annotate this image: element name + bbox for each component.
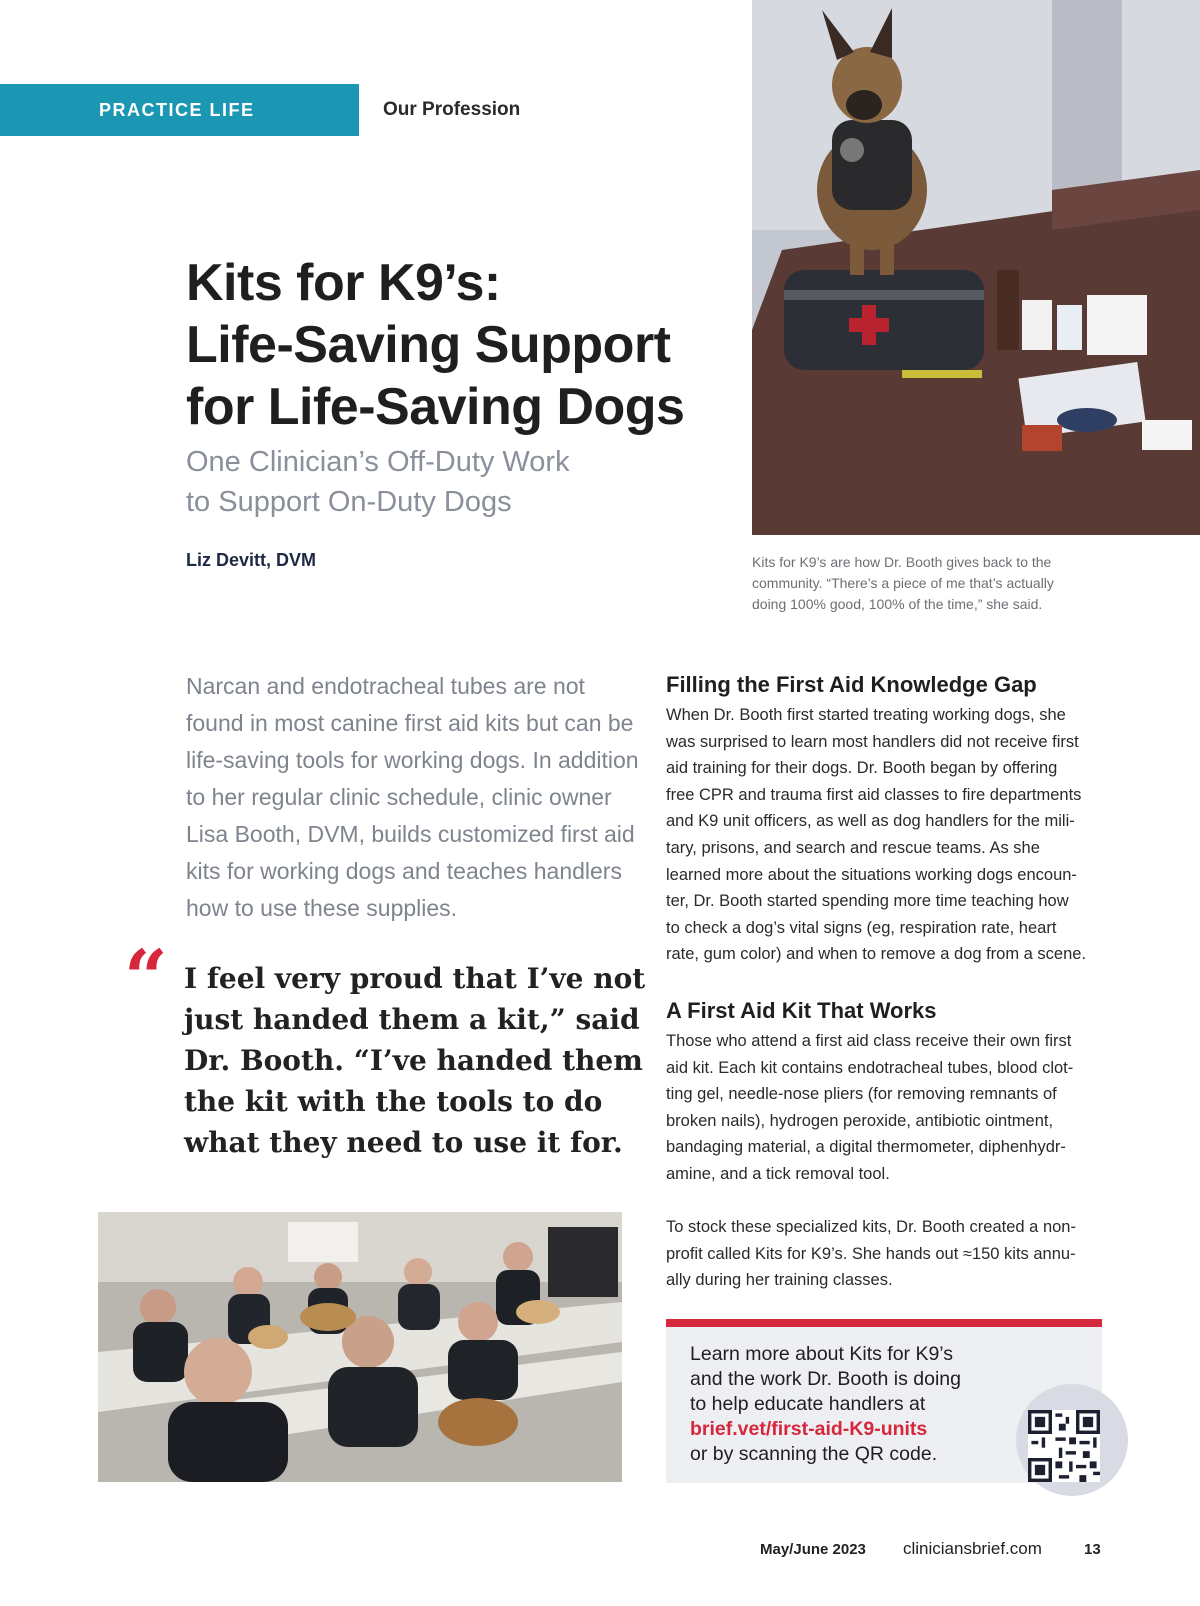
callout-line: and the work Dr. Booth is doing	[690, 1368, 961, 1390]
body-line: and K9 unit officers, as well as dog handlers for the mili-	[666, 812, 1075, 831]
body-line: broken nails), hydrogen peroxide, antibiotic ointment,	[666, 1111, 1054, 1130]
article-subtitle	[186, 442, 666, 522]
section-body-first-aid-kit	[666, 1028, 1108, 1188]
pull-quote-line: I feel very proud that I’ve not	[184, 962, 646, 995]
subsection-label: Our Profession	[383, 99, 521, 120]
quote-mark-icon: “	[124, 933, 168, 1022]
body-line: learned more about the situations working dogs encoun-	[666, 865, 1077, 884]
body-line: aid kit. Each kit contains endotracheal tubes, blood clot-	[666, 1058, 1074, 1077]
site-link[interactable]: cliniciansbrief.com	[903, 1539, 1042, 1558]
body-line: rate, gum color) and when to remove a dog from a scene.	[666, 945, 1087, 964]
caption-line: Kits for K9’s are how Dr. Booth gives back to the	[752, 554, 1052, 570]
body-line: Those who attend a first aid class receive their own first	[666, 1032, 1072, 1050]
title-line: Kits for K9’s:	[186, 254, 501, 312]
body-line: ally during her training classes.	[666, 1271, 893, 1290]
body-line: aid training for their dogs. Dr. Booth began by offering	[666, 759, 1058, 778]
lead-line: found in most canine first aid kits but can be	[186, 710, 634, 736]
body-line: bandaging material, a digital thermometer, diphenhydr-	[666, 1138, 1066, 1157]
body-line: was surprised to learn most handlers did not receive first	[666, 732, 1079, 751]
section-tab: PRACTICE LIFE	[0, 84, 359, 136]
lead-paragraph	[186, 668, 639, 927]
lead-line: life-saving tools for working dogs. In addition	[186, 747, 639, 773]
title-line: Life-Saving Support	[186, 316, 671, 374]
pull-quote-line: Dr. Booth. “I’ve handed them	[184, 1044, 643, 1077]
lead-line: Lisa Booth, DVM, builds customized first aid	[186, 821, 635, 847]
lead-line: how to use these supplies.	[186, 895, 458, 921]
body-line: tary, prisons, and search and rescue teams. As she	[666, 838, 1040, 857]
body-line: free CPR and trauma first aid classes to fire departments	[666, 785, 1082, 804]
page-number: 13	[1084, 1541, 1101, 1558]
body-line: To stock these specialized kits, Dr. Booth created a non-	[666, 1218, 1076, 1236]
section-body-nonprofit	[666, 1214, 1108, 1294]
body-line: profit called Kits for K9’s. She hands out ≈150 kits annu-	[666, 1244, 1076, 1263]
dog-kit-illustration	[752, 0, 1200, 535]
pull-quote	[184, 958, 646, 1163]
caption-line: doing 100% good, 100% of the time,” she said.	[752, 596, 1043, 612]
body-line: ting gel, needle-nose pliers (for removing remnants of	[666, 1085, 1057, 1104]
lead-line: Narcan and endotracheal tubes are not	[186, 673, 585, 699]
subtitle-line: One Clinician’s Off-Duty Work	[186, 446, 570, 478]
lead-line: to her regular clinic schedule, clinic owner	[186, 784, 612, 810]
dog-kit-photo	[752, 0, 1200, 535]
section-heading-knowledge-gap: Filling the First Aid Knowledge Gap	[666, 672, 1037, 697]
callout-text	[690, 1342, 961, 1467]
callout-accent-bar	[666, 1319, 1102, 1327]
pull-quote-line: the kit with the tools to do	[184, 1085, 603, 1118]
training-class-illustration	[98, 1212, 622, 1482]
body-line: to check a dog’s vital signs (eg, respiration rate, heart	[666, 918, 1057, 937]
byline: Liz Devitt, DVM	[186, 550, 317, 570]
body-line: amine, and a tick removal tool.	[666, 1164, 890, 1183]
training-class-photo	[98, 1212, 622, 1482]
pull-quote-line: just handed them a kit,” said	[184, 1003, 640, 1036]
article-title	[186, 252, 706, 438]
title-line: for Life-Saving Dogs	[186, 378, 685, 436]
section-body-knowledge-gap	[666, 702, 1108, 968]
callout-link[interactable]: brief.vet/first-aid-K9-units	[690, 1418, 928, 1440]
qr-code-icon[interactable]	[1028, 1410, 1100, 1482]
body-line: When Dr. Booth first started treating working dogs, she	[666, 706, 1066, 724]
body-line: ter, Dr. Booth started spending more time teaching how	[666, 892, 1069, 911]
caption-line: community. “There’s a piece of me that’s actually	[752, 575, 1054, 591]
issue-date: May/June 2023	[760, 1541, 866, 1558]
callout-line: to help educate handlers at	[690, 1393, 926, 1415]
pull-quote-line: what they need to use it for.	[184, 1126, 623, 1159]
subtitle-line: to Support On-Duty Dogs	[186, 486, 512, 518]
callout-line: or by scanning the QR code.	[690, 1443, 938, 1465]
lead-line: kits for working dogs and teaches handlers	[186, 858, 622, 884]
section-heading-first-aid-kit: A First Aid Kit That Works	[666, 998, 937, 1023]
callout-line: Learn more about Kits for K9’s	[690, 1343, 954, 1365]
photo-caption	[752, 552, 1092, 615]
